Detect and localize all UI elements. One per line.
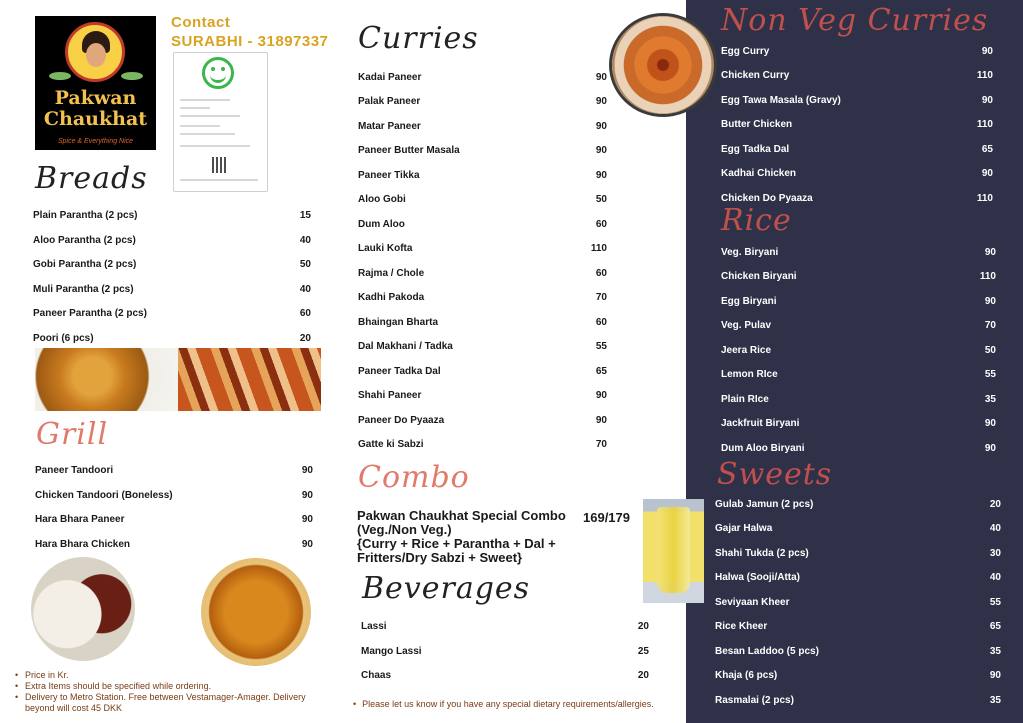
grill-item: Chicken Tandoori (Boneless) — [35, 490, 173, 501]
beverage-price: 25 — [637, 646, 649, 657]
beverage-item: Lassi — [361, 621, 387, 632]
heading-beverages: Beverages — [362, 571, 531, 606]
curry-item: Palak Paneer — [358, 96, 421, 107]
curry-price: 90 — [595, 415, 607, 426]
curry-item: Matar Paneer — [358, 121, 421, 132]
curry-price: 110 — [590, 243, 607, 254]
note-delivery: • Delivery to Metro Station. Free between Vestamager-Amager. Delivery beyond will cost 45 DKK — [15, 692, 330, 714]
rice-price: 55 — [984, 369, 996, 380]
curry-item: Lauki Kofta — [358, 243, 413, 254]
curry-item: Dal Makhani / Tadka — [358, 341, 453, 352]
beverage-item: Chaas — [361, 670, 392, 681]
lassi-photo — [643, 499, 704, 603]
curry-price: 70 — [595, 439, 607, 450]
rice-item: Dum Aloo Biryani — [721, 443, 805, 454]
rajma-rice-photo — [31, 557, 135, 661]
sweet-item: Khaja (6 pcs) — [715, 670, 778, 681]
curry-item: Paneer Tikka — [358, 170, 420, 181]
logo-name-line1: Pakwan — [54, 87, 137, 109]
sweet-item: Gajar Halwa — [715, 523, 773, 534]
combo-line: (Veg./Non Veg.) — [357, 522, 452, 537]
curry-price: 90 — [595, 121, 607, 132]
rice-item: Plain RIce — [721, 394, 769, 405]
sweet-price: 20 — [989, 499, 1001, 510]
non-veg-item: Egg Curry — [721, 46, 770, 57]
non-veg-item: Egg Tadka Dal — [721, 144, 790, 155]
rice-item: Egg Biryani — [721, 296, 777, 307]
plate-icon — [121, 72, 143, 80]
note-extra-items: • Extra Items should be specified while ordering. — [15, 681, 330, 692]
sweet-price: 65 — [989, 621, 1001, 632]
sweet-price: 40 — [989, 523, 1001, 534]
sweet-price: 40 — [989, 572, 1001, 583]
heading-sweets: Sweets — [717, 457, 833, 492]
curry-price: 90 — [595, 72, 607, 83]
ordering-notes — [15, 670, 330, 714]
curry-item: Shahi Paneer — [358, 390, 422, 401]
heading-non-veg-curries: Non Veg Curries — [721, 3, 989, 38]
non-veg-price: 90 — [981, 168, 993, 179]
breads-item: Paneer Parantha (2 pcs) — [33, 308, 147, 319]
sweet-item: Besan Laddoo (5 pcs) — [715, 646, 819, 657]
non-veg-item: Chicken Do Pyaaza — [721, 193, 813, 204]
non-veg-price: 110 — [976, 193, 993, 204]
breads-price: 40 — [299, 235, 311, 246]
curry-item: Aloo Gobi — [358, 194, 406, 205]
dietary-note: • Please let us know if you have any special dietary requirements/allergies. — [353, 699, 654, 710]
breads-price: 60 — [299, 308, 311, 319]
curry-item: Bhaingan Bharta — [358, 317, 439, 328]
grill-item: Hara Bhara Chicken — [35, 539, 131, 550]
beverage-item: Mango Lassi — [361, 646, 422, 657]
note-price: • Price in Kr. — [15, 670, 330, 681]
contact-phone: SURABHI - 31897337 — [171, 33, 329, 50]
rice-price: 50 — [984, 345, 996, 356]
combo-description — [357, 509, 572, 565]
biryani-photo — [35, 348, 178, 411]
grill-price: 90 — [301, 539, 313, 550]
rice-price: 90 — [984, 418, 996, 429]
non-veg-item: Chicken Curry — [721, 70, 790, 81]
curry-price: 60 — [595, 219, 607, 230]
contact-label: Contact — [171, 14, 231, 31]
rice-price: 70 — [984, 320, 996, 331]
combo-line: Fritters/Dry Sabzi + Sweet} — [357, 550, 523, 565]
beverage-price: 20 — [637, 621, 649, 632]
rice-price: 35 — [984, 394, 996, 405]
gulab-jamun-photo — [612, 16, 714, 114]
paneer-tikka-photo — [178, 348, 321, 411]
curry-price: 90 — [595, 145, 607, 156]
food-safety-smiley-report — [173, 52, 268, 192]
curry-bowl-photo — [201, 558, 311, 666]
restaurant-logo — [35, 16, 156, 150]
rice-item: Jackfruit Biryani — [721, 418, 800, 429]
sweet-price: 35 — [989, 646, 1001, 657]
logo-name-line2: Chaukhat — [43, 108, 148, 130]
curry-item: Paneer Do Pyaaza — [358, 415, 445, 426]
plate-icon — [49, 72, 71, 80]
curry-price: 70 — [595, 292, 607, 303]
breads-price: 20 — [299, 333, 311, 344]
rice-price: 90 — [984, 443, 996, 454]
sweet-item: Seviyaan Kheer — [715, 597, 790, 608]
curry-item: Gatte ki Sabzi — [358, 439, 424, 450]
grill-price: 90 — [301, 490, 313, 501]
rice-price: 90 — [984, 247, 996, 258]
sweet-item: Halwa (Sooji/Atta) — [715, 572, 801, 583]
sweet-item: Rice Kheer — [715, 621, 768, 632]
beverage-price: 20 — [637, 670, 649, 681]
sweet-item: Shahi Tukda (2 pcs) — [715, 548, 809, 559]
sweet-price: 35 — [989, 695, 1001, 706]
curry-price: 90 — [595, 170, 607, 181]
curry-price: 60 — [595, 268, 607, 279]
curry-price: 55 — [595, 341, 607, 352]
breads-price: 15 — [299, 210, 311, 221]
combo-line: Pakwan Chaukhat Special Combo — [357, 508, 566, 523]
grill-price: 90 — [301, 465, 313, 476]
curry-price: 65 — [595, 366, 607, 377]
rice-price: 90 — [984, 296, 996, 307]
grill-price: 90 — [301, 514, 313, 525]
rice-item: Jeera Rice — [721, 345, 772, 356]
curry-item: Kadhi Pakoda — [358, 292, 425, 303]
sweet-price: 30 — [989, 548, 1001, 559]
qr-code-icon — [212, 157, 228, 173]
breads-price: 40 — [299, 284, 311, 295]
non-veg-price: 90 — [981, 46, 993, 57]
sweet-item: Rasmalai (2 pcs) — [715, 695, 794, 706]
heading-curries: Curries — [358, 21, 479, 56]
heading-combo: Combo — [358, 460, 470, 495]
non-veg-item: Butter Chicken — [721, 119, 793, 130]
non-veg-price: 110 — [976, 119, 993, 130]
breads-item: Poori (6 pcs) — [33, 333, 94, 344]
curry-item: Rajma / Chole — [358, 268, 425, 279]
curry-item: Dum Aloo — [358, 219, 405, 230]
dark-menu-panel — [686, 0, 1023, 723]
curry-price: 60 — [595, 317, 607, 328]
curry-item: Kadai Paneer — [358, 72, 422, 83]
heading-grill: Grill — [36, 417, 109, 452]
breads-item: Plain Parantha (2 pcs) — [33, 210, 138, 221]
combo-line: {Curry + Rice + Parantha + Dal + — [357, 536, 556, 551]
rice-item: Veg. Biryani — [721, 247, 779, 258]
logo-tagline: Spice & Everything Nice — [57, 138, 134, 145]
grill-item: Hara Bhara Paneer — [35, 514, 125, 525]
curry-item: Paneer Tadka Dal — [358, 366, 441, 377]
rice-item: Lemon RIce — [721, 369, 778, 380]
breads-price: 50 — [299, 259, 311, 270]
grill-item: Paneer Tandoori — [35, 465, 114, 476]
rice-item: Chicken Biryani — [721, 271, 797, 282]
mascot-icon — [65, 22, 125, 82]
sweet-price: 90 — [989, 670, 1001, 681]
curry-price: 90 — [595, 96, 607, 107]
non-veg-price: 65 — [981, 144, 993, 155]
rice-item: Veg. Pulav — [721, 320, 772, 331]
curry-price: 90 — [595, 390, 607, 401]
heading-rice: Rice — [721, 203, 792, 238]
breads-item: Aloo Parantha (2 pcs) — [33, 235, 136, 246]
breads-item: Muli Parantha (2 pcs) — [33, 284, 134, 295]
non-veg-price: 90 — [981, 95, 993, 106]
heading-breads: Breads — [35, 161, 148, 196]
rice-price: 110 — [979, 271, 996, 282]
sweet-price: 55 — [989, 597, 1001, 608]
non-veg-price: 110 — [976, 70, 993, 81]
smiley-icon — [202, 57, 234, 89]
breads-item: Gobi Parantha (2 pcs) — [33, 259, 137, 270]
contact-block — [171, 14, 328, 52]
curry-item: Paneer Butter Masala — [358, 145, 460, 156]
non-veg-item: Egg Tawa Masala (Gravy) — [721, 95, 841, 106]
combo-price: 169/179 — [583, 510, 630, 525]
curry-price: 50 — [595, 194, 607, 205]
sweet-item: Gulab Jamun (2 pcs) — [715, 499, 814, 510]
non-veg-item: Kadhai Chicken — [721, 168, 797, 179]
